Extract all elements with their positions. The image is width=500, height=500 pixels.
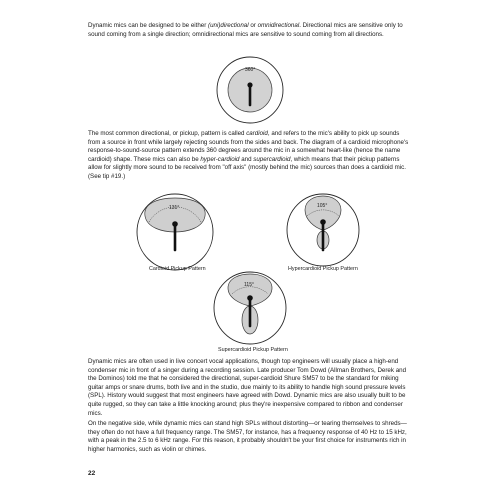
omni-angle-label: 360° [245, 67, 256, 73]
cardioid-caption: Cardioid Pickup Pattern [149, 266, 206, 272]
text-run: . Directional mics are sensitive only to sound coming from a single direction; omnidirectional mics are sensitive to sound coming from all directions. [88, 22, 403, 38]
hypercardioid-diagram [285, 192, 361, 268]
text-run: , which means that their pickup patterns allow for slightly more sound to be received from "off axis" (mostly behind the mic) sources than does a cardioid mic. (See tip #19.) [88, 155, 406, 180]
text-run-italic: omnidirectional [257, 22, 300, 29]
supercardioid-caption: Supercardioid Pickup Pattern [218, 347, 288, 353]
paragraph-intro [88, 22, 410, 39]
text-run: , and refers to the mic's ability to pick up sounds from a source in front while largely rejecting sounds from the sides and back. The diagram of a cardioid microphone's response-to-sound-source pattern extends 360 degrees around the mic in a somewhat heart-like (hence the name cardioid) shape. These mics can also be [88, 130, 409, 163]
text-run: Dynamic mics can be designed to be either [88, 22, 209, 29]
text-run: The most common directional, or pickup, pattern is called [88, 130, 247, 137]
cardioid-diagram [135, 192, 215, 272]
supercardioid-diagram [212, 270, 288, 346]
hypercardioid-caption: Hypercardioid Pickup Pattern [288, 266, 358, 272]
text-run: or [248, 22, 258, 29]
cardioid-angle-label: 131° [169, 205, 180, 211]
text-run-italic: (uni)directional [208, 22, 249, 29]
microphone-head-icon [320, 219, 326, 225]
omnidirectional-diagram [215, 55, 285, 125]
paragraph-live-use: Dynamic mics are often used in live concert vocal applications, though top engineers will usually place a high-end condenser mic in front of a singer during a recording session. Late producer Tom Dowd (Allman Brothers, Derek and the Dominos) told me that he considered the directional, super-cardioid Shure SM57 to be the standard for miking guitar amps or snare drums, both live and in the studio, due mainly to its ability to handle high sound pressure levels (SPL). History would suggest that most engineers have agreed with Dowd. Dynamic mics are also usually built to be quite rugged, so they can take a little knocking around; plus they're inexpensive compared to ribbon and condenser mics. [88, 358, 407, 417]
microphone-head-icon [172, 221, 178, 227]
paragraph-cardioid [88, 130, 410, 182]
text-run: and [239, 155, 254, 163]
supercardioid-angle-label: 115° [244, 282, 254, 288]
microphone-head-icon [247, 82, 252, 87]
text-run-italic: hyper-cardioid [200, 155, 240, 163]
text-run-italic: supercardioid [253, 155, 291, 163]
microphone-head-icon [247, 295, 253, 301]
text-run-italic: cardioid [246, 130, 268, 137]
paragraph-negative-side: On the negative side, while dynamic mics can stand high SPLs without distorting—or tearing themselves to shreds—they often do not have a full frequency range. The SM57, for instance, has a frequency response of 40 Hz to 15 kHz, with a peak in the 2.5 to 6 kHz range. For this reason, it probably shouldn't be your first choice for instruments rich in higher harmonics, such as violin or chimes. [88, 420, 407, 453]
hypercardioid-angle-label: 105° [317, 203, 328, 209]
page-number: 22 [88, 470, 96, 477]
